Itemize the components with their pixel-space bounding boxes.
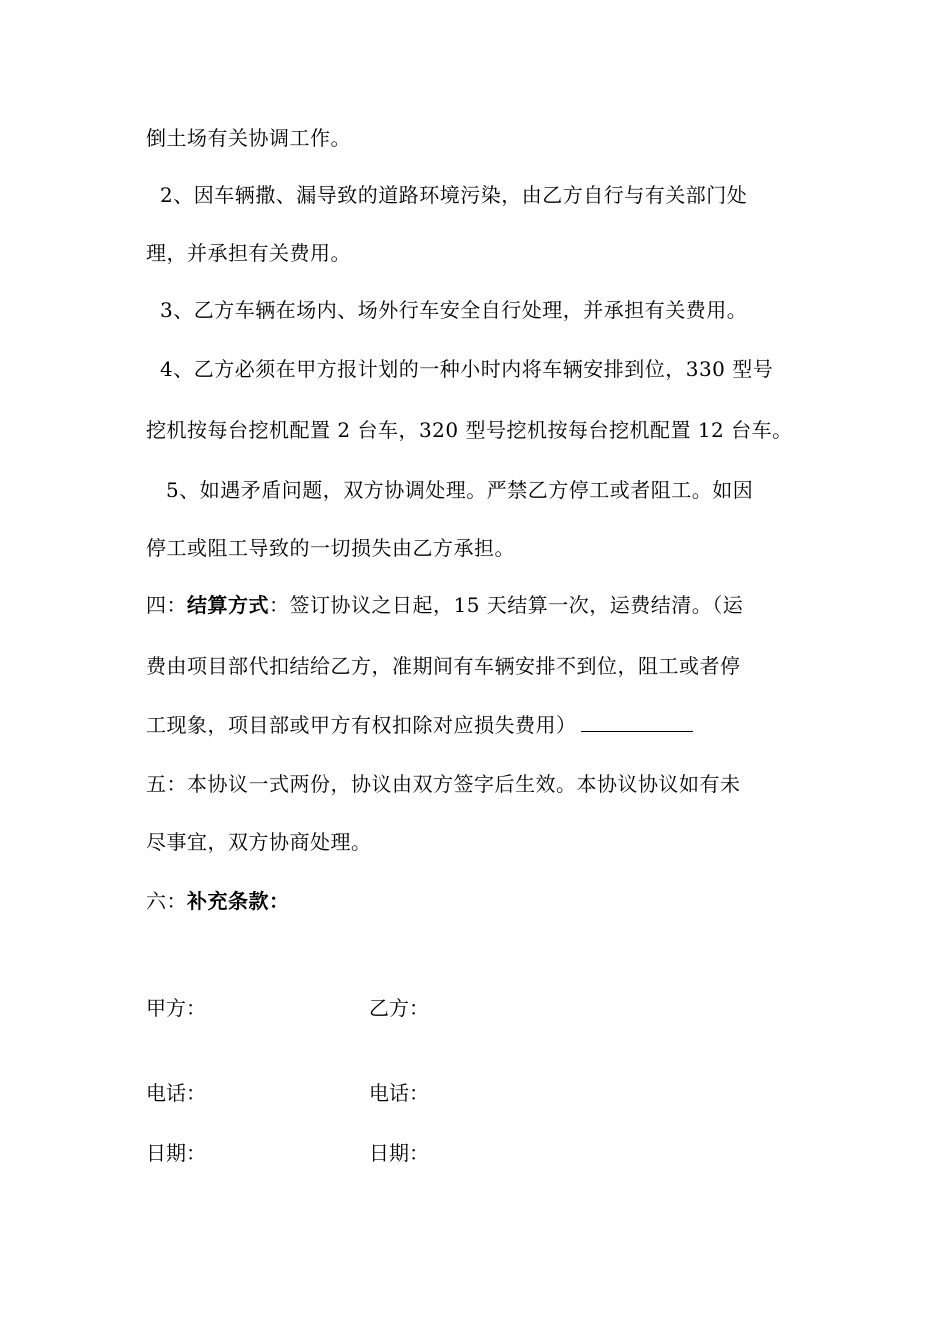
section-6-line (146, 888, 290, 914)
paragraph-line-1: 倒土场有关协调工作。 (146, 126, 351, 150)
clause-2-line-2: 理，并承担有关费用。 (146, 241, 351, 265)
section-5-line-2: 尽事宜，双方协商处理。 (146, 830, 372, 854)
clause-4-line-1: 4、乙方必须在甲方报计划的一种小时内将车辆安排到位，330 型号 (160, 357, 774, 381)
phone-a-label: 电话： (146, 1081, 206, 1105)
section-4-line-3-text: 工现象，项目部或甲方有权扣除对应损失费用） (146, 713, 577, 737)
clause-5-line-1: 5、如遇矛盾问题，双方协调处理。严禁乙方停工或者阻工。如因 (166, 478, 754, 502)
clause-4-line-2: 挖机按每台挖机配置 2 台车，320 型号挖机按每台挖机配置 12 台车。 (146, 418, 793, 442)
party-a-label: 甲方： (146, 996, 206, 1020)
section-4-text: ：签订协议之日起，15 天结算一次，运费结清。（运 (269, 593, 744, 617)
date-a-label: 日期： (146, 1141, 206, 1165)
section-4-line-2: 费由项目部代扣结给乙方，准期间有车辆安排不到位，阻工或者停 (146, 654, 741, 678)
clause-5-line-2: 停工或阻工导致的一切损失由乙方承担。 (146, 536, 515, 560)
section-4-line-3 (146, 711, 693, 738)
section-5-line-1: 五：本协议一式两份，协议由双方签字后生效。本协议协议如有未 (146, 772, 741, 796)
date-b-label: 日期： (369, 1141, 429, 1165)
fill-in-blank (581, 711, 693, 732)
clause-2-line-1: 2、因车辆撒、漏导致的道路环境污染，由乙方自行与有关部门处 (160, 183, 748, 207)
section-4-line-1 (146, 592, 743, 618)
party-b-label: 乙方： (369, 996, 429, 1020)
section-6-heading: 补充条款： (187, 889, 290, 913)
clause-3-line: 3、乙方车辆在场内、场外行车安全自行处理，并承担有关费用。 (160, 298, 748, 322)
section-6-prefix: 六： (146, 889, 187, 913)
section-4-prefix: 四： (146, 593, 187, 617)
phone-b-label: 电话： (369, 1081, 429, 1105)
section-4-heading: 结算方式 (187, 593, 269, 617)
